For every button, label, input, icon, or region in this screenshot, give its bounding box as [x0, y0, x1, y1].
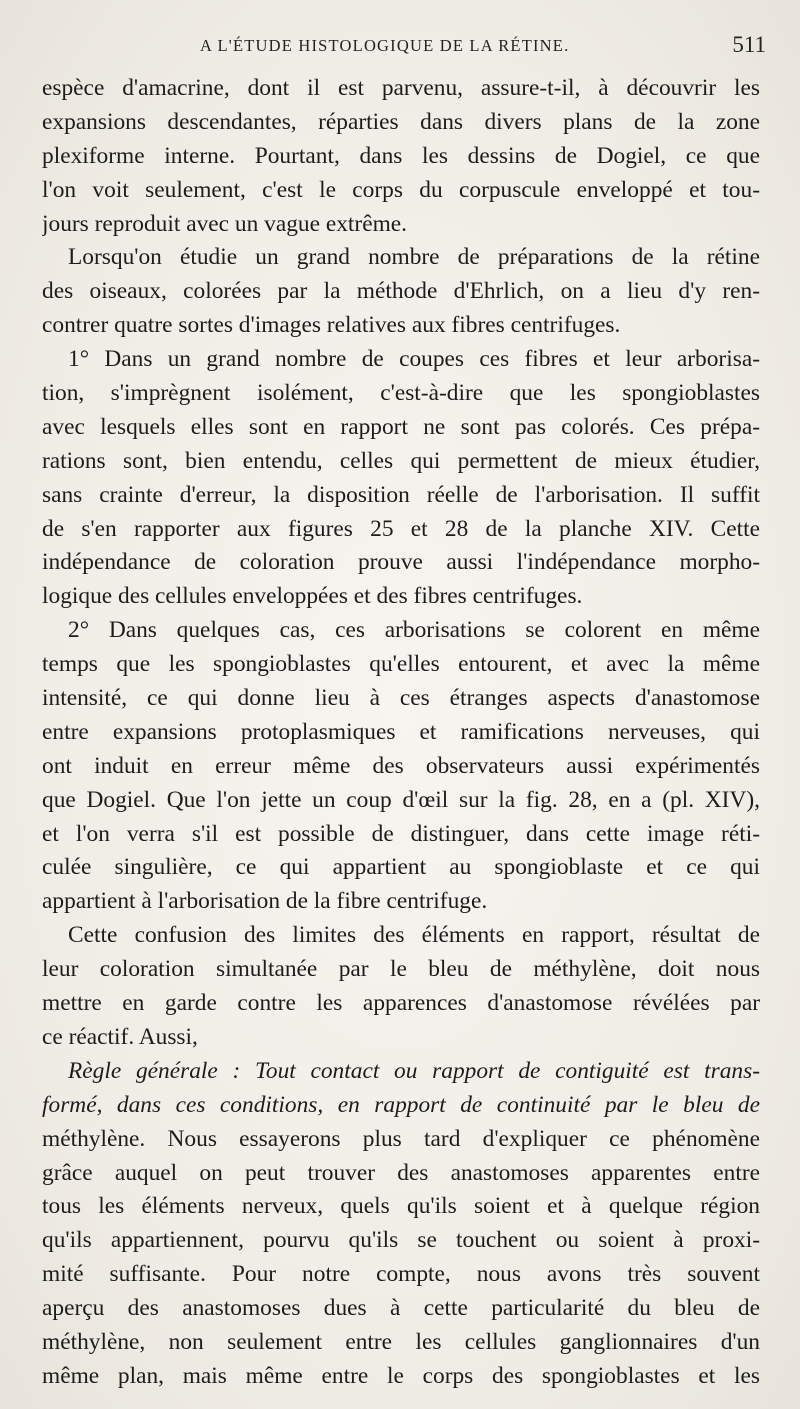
text-line: expansions descendantes, réparties dans divers plans de la zone	[42, 108, 760, 135]
text-line: rations sont, bien entendu, celles qui permettent de mieux étudier,	[42, 447, 760, 474]
page-number: 511	[732, 32, 766, 57]
text-line: formé, dans ces conditions, en rapport de continuité par le bleu de	[42, 1091, 760, 1118]
text-line: Règle générale : Tout contact ou rapport de contiguité est trans-	[68, 1057, 760, 1084]
text-line: l'on voit seulement, c'est le corps du corpuscule enveloppé et tou-	[42, 176, 760, 203]
text-line: des oiseaux, colorées par la méthode d'Ehrlich, on a lieu d'y ren-	[42, 278, 760, 305]
text-line: méthylène, non seulement entre les cellules ganglionnaires d'un	[42, 1328, 760, 1355]
text-line: 2° Dans quelques cas, ces arborisations se colorent en même	[68, 617, 760, 644]
text-line: contrer quatre sortes d'images relatives aux fibres centrifuges.	[42, 312, 621, 339]
running-title: A L'ÉTUDE HISTOLOGIQUE DE LA RÉTINE.	[200, 36, 570, 55]
text-line: que Dogiel. Que l'on jette un coup d'œil sur la fig. 28, en a (pl. XIV),	[42, 786, 760, 813]
text-line: indépendance de coloration prouve aussi l'indépendance morpho-	[42, 549, 760, 576]
text-line: temps que les spongioblastes qu'elles entourent, et avec la même	[42, 651, 760, 678]
text-line: Cette confusion des limites des éléments en rapport, résultat de	[68, 922, 760, 949]
text-line: logique des cellules enveloppées et des fibres centrifuges.	[42, 583, 583, 610]
text-line: tion, s'imprègnent isolément, c'est-à-dire que les spongioblastes	[42, 380, 760, 407]
text-line: et l'on verra s'il est possible de distinguer, dans cette image réti-	[42, 820, 760, 847]
text-line: mité suffisante. Pour notre compte, nous avons très souvent	[42, 1261, 760, 1288]
text-line: 1° Dans un grand nombre de coupes ces fibres et leur arborisa-	[68, 346, 760, 373]
text-line: ce réactif. Aussi,	[42, 1023, 198, 1050]
page-header	[0, 30, 800, 66]
text-line: intensité, ce qui donne lieu à ces étranges aspects d'anastomose	[42, 685, 760, 712]
text-line: qu'ils appartiennent, pourvu qu'ils se touchent ou soient à proxi-	[42, 1227, 760, 1254]
text-line: avec lesquels elles sont en rapport ne sont pas colorés. Ces prépa-	[42, 413, 760, 440]
text-line: sans crainte d'erreur, la disposition réelle de l'arborisation. Il suffit	[42, 481, 760, 508]
text-line: grâce auquel on peut trouver des anastomoses apparentes entre	[42, 1159, 760, 1186]
text-line: méthylène. Nous essayerons plus tard d'expliquer ce phénomène	[42, 1125, 760, 1152]
text-line: culée singulière, ce qui appartient au spongioblaste et ce qui	[42, 854, 760, 881]
text-line: de s'en rapporter aux figures 25 et 28 de la planche XIV. Cette	[42, 515, 760, 542]
text-line: même plan, mais même entre le corps des spongioblastes et les	[42, 1362, 760, 1389]
text-line: plexiforme interne. Pourtant, dans les dessins de Dogiel, ce que	[42, 142, 760, 169]
text-line: appartient à l'arborisation de la fibre centrifuge.	[42, 888, 488, 915]
body-text	[42, 72, 760, 1394]
text-line: espèce d'amacrine, dont il est parvenu, assure-t-il, à découvrir les	[42, 75, 760, 101]
text-line: mettre en garde contre les apparences d'anastomose révélées par	[42, 990, 760, 1017]
text-line: ont induit en erreur même des observateurs aussi expérimentés	[42, 752, 760, 779]
text-line: tous les éléments nerveux, quels qu'ils soient et à quelque région	[42, 1193, 760, 1220]
text-line: aperçu des anastomoses dues à cette particularité du bleu de	[42, 1295, 760, 1322]
text-line: Lorsqu'on étudie un grand nombre de préparations de la rétine	[68, 244, 760, 271]
text-line: jours reproduit avec un vague extrême.	[42, 210, 408, 237]
text-line: entre expansions protoplasmiques et ramifications nerveuses, qui	[42, 718, 760, 745]
text-line: leur coloration simultanée par le bleu de méthylène, doit nous	[42, 956, 760, 983]
